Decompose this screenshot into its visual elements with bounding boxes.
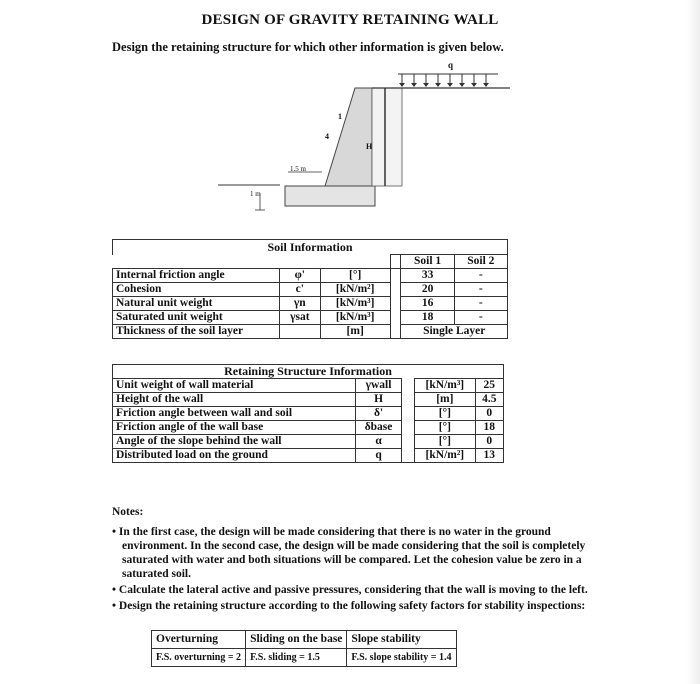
- table-row: Natural unit weight γn [kN/m³] 16 -: [113, 297, 508, 311]
- table-row: Distributed load on the ground q [kN/m²] 13: [113, 449, 504, 463]
- soil-info-table: [112, 239, 508, 339]
- page-title: DESIGN OF GRAVITY RETAINING WALL: [201, 12, 499, 28]
- safety-factors-table: [151, 630, 457, 667]
- sliding-header: Sliding on the base: [246, 631, 347, 649]
- note-bullet: • Calculate the lateral active and passive pressures, considering that the wall is moving to the left.: [112, 584, 588, 596]
- overturning-header: Overturning: [152, 631, 246, 649]
- table-row: Angle of the slope behind the wall α [°] 0: [113, 435, 504, 449]
- soil-info-title: Soil Information: [113, 240, 508, 255]
- table-row: Height of the wall H [m] 4.5: [113, 393, 504, 407]
- load-label: q: [448, 60, 454, 70]
- structure-info-title: Retaining Structure Information: [113, 365, 504, 379]
- slope-stability-header: Slope stability: [347, 631, 456, 649]
- note-bullet: • Design the retaining structure according to the following safety factors for stability inspections:: [112, 600, 586, 612]
- depth-label: 1 m: [250, 190, 261, 198]
- notes-heading: Notes:: [112, 506, 144, 518]
- note-bullet: • In the first case, the design will be made considering that there is no water in the ground environment. In the second case, the design will be made considering that the soil is completely saturated with water and both situations will be compared. Let the cohesion value be zero in a saturated soil.: [112, 526, 586, 580]
- height-label: H: [366, 142, 373, 151]
- table-row: Internal friction angle φ' [°] 33 -: [113, 269, 508, 283]
- structure-info-table: [112, 364, 504, 463]
- sliding-value: F.S. sliding = 1.5: [246, 649, 347, 667]
- page-edge-shadow: [686, 0, 700, 684]
- wall-base-slab: [285, 186, 375, 206]
- slope-stability-value: F.S. slope stability = 1.4: [347, 649, 456, 667]
- table-row: Unit weight of wall material γwall [kN/m³] 25: [113, 379, 504, 393]
- table-row: Thickness of the soil layer [m] Single Layer: [113, 325, 508, 339]
- table-row: Saturated unit weight γsat [kN/m³] 18 -: [113, 311, 508, 325]
- table-row: Friction angle between wall and soil δ' [°] 0: [113, 407, 504, 421]
- overturning-value: F.S. overturning = 2: [152, 649, 246, 667]
- notes-section: [112, 505, 602, 615]
- soil2-header: Soil 2: [454, 255, 507, 269]
- slope-run-label: 4: [325, 132, 329, 141]
- soil1-header: Soil 1: [401, 255, 454, 269]
- base-width-label: 1.5 m: [290, 165, 306, 173]
- slope-label: 1: [338, 112, 342, 121]
- problem-statement: Design the retaining structure for which other information is given below.: [112, 40, 504, 54]
- table-row: Cohesion c' [kN/m²] 20 -: [113, 283, 508, 297]
- table-row: Friction angle of the wall base δbase [°] 18: [113, 421, 504, 435]
- load-arrowheads: [399, 83, 489, 87]
- wall-stem: [325, 88, 372, 186]
- backfill-soil: [372, 88, 402, 186]
